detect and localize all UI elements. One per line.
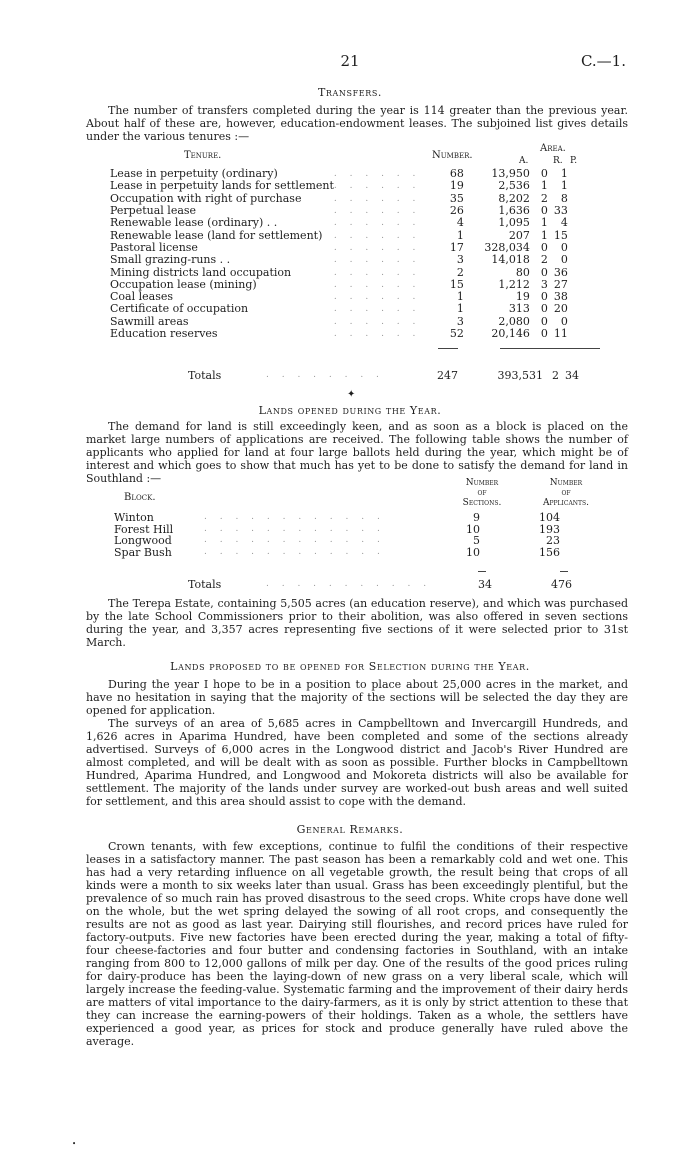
acres-cell: 328,034 (484, 240, 530, 254)
area-total-rule (500, 348, 600, 349)
transfers-totals-roods: 2 (552, 369, 559, 382)
acres-cell: 1,636 (498, 204, 530, 218)
perches-cell: 15 (553, 228, 568, 242)
roods-cell: 1 (540, 228, 548, 242)
tenure-cell: Renewable lease (land for settlement) (110, 228, 323, 242)
page-number: 21 (340, 52, 360, 70)
tenure-cell: Small grazing-runs . . (110, 253, 231, 267)
applicants-cell: 23 (546, 534, 560, 548)
dot-leader: . . . . . . (333, 255, 421, 266)
lands-proposed-p1: During the year I hope to be in a position to place about 25,000 acres in the market, and have no hesitation in saying that the majority of the sections will be selected the day they are opened for application. (86, 678, 628, 717)
tenure-cell: Coal leases (110, 290, 173, 304)
roods-cell: 0 (540, 204, 548, 218)
dot-leader: . . . . . . (333, 329, 421, 339)
transfers-totals-acres: 393,531 (497, 369, 543, 382)
lands-proposed-heading: Lands proposed to be opened for Selection during the Year. (170, 660, 530, 673)
col-roods: R. (553, 156, 563, 166)
sections-cell: 10 (466, 522, 480, 536)
table-row (110, 205, 568, 217)
tenure-cell: Education reserves (110, 327, 218, 340)
table-row (114, 524, 560, 536)
tenure-cell: Pastoral license (110, 240, 198, 254)
transfers-totals-number: 247 (437, 369, 458, 382)
roods-cell: 0 (540, 240, 548, 254)
block-cell: Longwood (114, 534, 172, 548)
applicants-cell: 104 (539, 511, 560, 525)
perches-cell: 36 (553, 265, 568, 279)
acres-cell: 13,950 (491, 167, 530, 181)
col-applicants-line-1: Number (549, 478, 583, 488)
table-row (110, 303, 568, 315)
tenure-cell: Perpetual lease (110, 204, 197, 218)
number-cell: 17 (449, 240, 464, 254)
perches-cell: 20 (553, 302, 568, 316)
number-cell: 35 (449, 191, 464, 205)
dot-leader: . . . . . . (333, 230, 421, 241)
table-row (110, 291, 568, 303)
ballots-totals-label: Totals (188, 578, 222, 591)
ballots-totals-applicants: 476 (551, 578, 572, 591)
table-row (110, 229, 568, 241)
roods-cell: 0 (540, 167, 548, 181)
perches-cell: 8 (560, 191, 568, 205)
transfers-intro (86, 104, 628, 143)
block-cell: Spar Bush (114, 546, 172, 560)
dot-leader: . . . . . . (333, 292, 421, 303)
col-applicants (534, 478, 598, 508)
table-row (114, 512, 560, 524)
acres-cell: 14,018 (491, 253, 530, 267)
number-cell: 15 (449, 277, 464, 291)
tenure-cell: Lease in perpetuity lands for settlement (110, 179, 334, 193)
block-cell: Forest Hill (114, 522, 174, 536)
acres-cell: 1,095 (498, 216, 530, 230)
dot-leader: . . . . . . . . . . . . (204, 547, 385, 558)
general-remarks-p1: Crown tenants, with few exceptions, continue to fulfil the conditions of their respective leases in a satisfactory manner. The past season has been a remarkably cold and wet one. This has had a very retarding influence on all vegetable growth, the result being that crops of all kinds were a month to six weeks later than usual. Grass has been exceedingly plentiful, but the prevalence of so much rain has proved disastrous to the seed crops. White crops have done well on the whole, but the wet spring delayed the sowing of all root crops, and consequently the results are not as good as last year. Dairying still flourishes, and record prices have ruled for factory-outputs. Five new factories have been erected during the year, making a total of fifty-four cheese-factories and four butter and condensing factories in Southland, with an intake ranging from 800 to 12,000 gallons of milk per day. One of the results of the good prices ruling for dairy-produce has been the laying-down of new grass on a very liberal scale, which will largely increase the feeding-value. Systematic farming and the improvement of their dairy herds are matters of vital importance to the dairy-farmers, as it is only by strict attention to these that they can increase the earning-powers of their holdings. Taken as a whole, the settlers have experienced a good year, as prices for stock and produce generally have ruled above the average. (86, 840, 628, 1048)
tenure-cell: Mining districts land occupation (110, 265, 292, 279)
transfers-intro-text: The number of transfers completed during the year is 114 greater than the previous year. About half of these are, however, education-endowment leases. The subjoined list gives details under the various tenures :— (86, 104, 628, 143)
dot-leader: . . . . . . . . . . . . (204, 535, 385, 546)
acres-cell: 207 (508, 228, 530, 242)
table-row (110, 242, 568, 254)
number-cell: 68 (449, 167, 464, 181)
terepa-text: The Terepa Estate, containing 5,505 acres (an education reserve), and which was purchased by the late School Commissioners prior to their abolition, was also offered in seven sections during the year, and 3,357 acres representing five sections of it were selected prior to 31st March. (86, 597, 628, 649)
roods-cell: 0 (540, 314, 548, 328)
col-number: Number. (432, 150, 473, 161)
dot-leader: . . . . . . (333, 169, 421, 180)
col-applicants-line-3: Applicants. (542, 498, 590, 508)
acres-cell: 1,212 (498, 277, 530, 291)
applicants-total-rule (560, 571, 568, 572)
roods-cell: 0 (540, 327, 548, 340)
dot-leader: . . . . . . (333, 206, 421, 217)
dot-leader: . . . . . . . . . . . . (204, 523, 385, 534)
number-cell: 3 (456, 314, 464, 328)
table-row (110, 279, 568, 291)
sections-cell: 9 (473, 511, 480, 525)
dot-leader: . . . . . . (333, 279, 421, 290)
tenure-cell: Sawmill areas (110, 314, 189, 328)
perches-cell: 38 (553, 290, 568, 304)
col-acres: A. (519, 156, 529, 166)
roods-cell: 3 (540, 277, 548, 291)
tenure-cell: Lease in perpetuity (ordinary) (110, 167, 278, 181)
table-row (110, 180, 568, 192)
roods-cell: 1 (540, 216, 548, 230)
table-row (110, 266, 568, 278)
lands-proposed-body (86, 678, 628, 808)
general-remarks-body (86, 840, 628, 1048)
acres-cell: 20,146 (491, 327, 530, 340)
lands-opened-intro-text: The demand for land is still exceedingly keen, and as soon as a block is placed on the market large numbers of applications are received. The following table shows the number of applicants who applied for land at four large ballots held during the year, which might be of interest and which goes to show that much has yet to be done to satisfy the demand for land in Southland :— (86, 420, 628, 485)
roods-cell: 0 (540, 290, 548, 304)
applicants-cell: 156 (539, 546, 560, 560)
transfers-totals-label: Totals (188, 369, 222, 382)
col-tenure: Tenure. (184, 150, 222, 161)
roods-cell: 0 (540, 265, 548, 279)
perches-cell: 4 (560, 216, 568, 230)
sections-cell: 10 (466, 546, 480, 560)
dot-leader: . . . . . . (333, 218, 421, 229)
number-cell: 19 (449, 179, 464, 193)
stray-dot: • (72, 1140, 77, 1148)
perches-cell: 0 (560, 314, 568, 328)
tenure-cell: Renewable lease (ordinary) . . (110, 216, 278, 230)
perches-cell: 33 (553, 204, 568, 218)
dot-leader: . . . . . . (333, 193, 421, 204)
table-row (110, 193, 568, 205)
table-row (110, 254, 568, 266)
col-applicants-line-2: of (561, 488, 571, 498)
tenure-cell: Certificate of occupation (110, 302, 249, 316)
tenure-cell: Occupation with right of purchase (110, 191, 302, 205)
ballots-table (114, 512, 560, 558)
col-sections (452, 478, 512, 508)
document-code: C.—1. (580, 52, 626, 70)
applicants-cell: 193 (539, 522, 560, 536)
dot-leader: . . . . . . (333, 181, 421, 192)
ink-mark: ✦ (347, 389, 356, 400)
table-row (110, 168, 568, 180)
dot-leader: . . . . . . (333, 267, 421, 278)
table-row (110, 328, 568, 340)
col-block: Block. (124, 492, 156, 503)
number-cell: 1 (456, 228, 464, 242)
general-remarks-heading: General Remarks. (296, 823, 404, 836)
lands-proposed-p2: The surveys of an area of 5,685 acres in Campbelltown and Invercargill Hundreds, and 1,626 acres in Aparima Hundred, have been completed and some of the sections already advertised. Surveys of 6,000 acres in the Longwood district and Jacob's River Hundred are almost completed, and will be dealt with as soon as possible. Further blocks in Campbelltown Hundred, Aparima Hundred, and Longwood and Mokoreta districts will also be available for settlement. The majority of the lands under survey are worked-out bush areas and well suited for settlement, and this area should assist to cope with the demand. (86, 717, 628, 808)
perches-cell: 0 (560, 253, 568, 267)
block-cell: Winton (114, 511, 154, 525)
col-perches: P. (570, 156, 578, 166)
number-total-rule (438, 348, 458, 349)
roods-cell: 2 (540, 253, 548, 267)
transfers-table (110, 168, 568, 340)
number-cell: 52 (449, 327, 464, 340)
perches-cell: 1 (560, 179, 568, 193)
perches-cell: 0 (560, 240, 568, 254)
terepa-paragraph (86, 597, 628, 649)
acres-cell: 2,080 (498, 314, 530, 328)
lands-opened-intro (86, 420, 628, 485)
acres-cell: 313 (508, 302, 530, 316)
transfers-heading: Transfers. (317, 86, 382, 99)
roods-cell: 2 (540, 191, 548, 205)
table-row (110, 316, 568, 328)
ballots-totals-leader: . . . . . . . . . . . (266, 579, 432, 589)
col-sections-line-1: Number (465, 478, 499, 488)
col-area: Area. (540, 143, 566, 154)
acres-cell: 2,536 (498, 179, 530, 193)
col-sections-line-2: of (477, 488, 487, 498)
roods-cell: 0 (540, 302, 548, 316)
perches-cell: 27 (553, 277, 568, 291)
perches-cell: 1 (560, 167, 568, 181)
perches-cell: 11 (553, 327, 568, 340)
tenure-cell: Occupation lease (mining) (110, 277, 257, 291)
table-row (114, 547, 560, 559)
dot-leader: . . . . . . (333, 304, 421, 315)
number-cell: 1 (456, 290, 464, 304)
dot-leader: . . . . . . (333, 242, 421, 253)
sections-cell: 5 (473, 534, 480, 548)
table-row (110, 217, 568, 229)
sections-total-rule (478, 571, 486, 572)
ballots-totals-sections: 34 (478, 578, 492, 591)
dot-leader: . . . . . . (333, 316, 421, 327)
acres-cell: 8,202 (498, 191, 530, 205)
number-cell: 2 (456, 265, 464, 279)
col-sections-line-3: Sections. (462, 498, 502, 508)
acres-cell: 19 (515, 290, 530, 304)
number-cell: 26 (449, 204, 464, 218)
number-cell: 3 (456, 253, 464, 267)
transfers-totals-perches: 34 (565, 369, 579, 382)
acres-cell: 80 (515, 265, 530, 279)
number-cell: 1 (456, 302, 464, 316)
number-cell: 4 (456, 216, 464, 230)
dot-leader: . . . . . . . . . . . . (204, 512, 385, 523)
roods-cell: 1 (540, 179, 548, 193)
transfers-totals-leader: . . . . . . . . (266, 370, 384, 380)
lands-opened-heading: Lands opened during the Year. (258, 404, 442, 417)
table-row (114, 535, 560, 547)
